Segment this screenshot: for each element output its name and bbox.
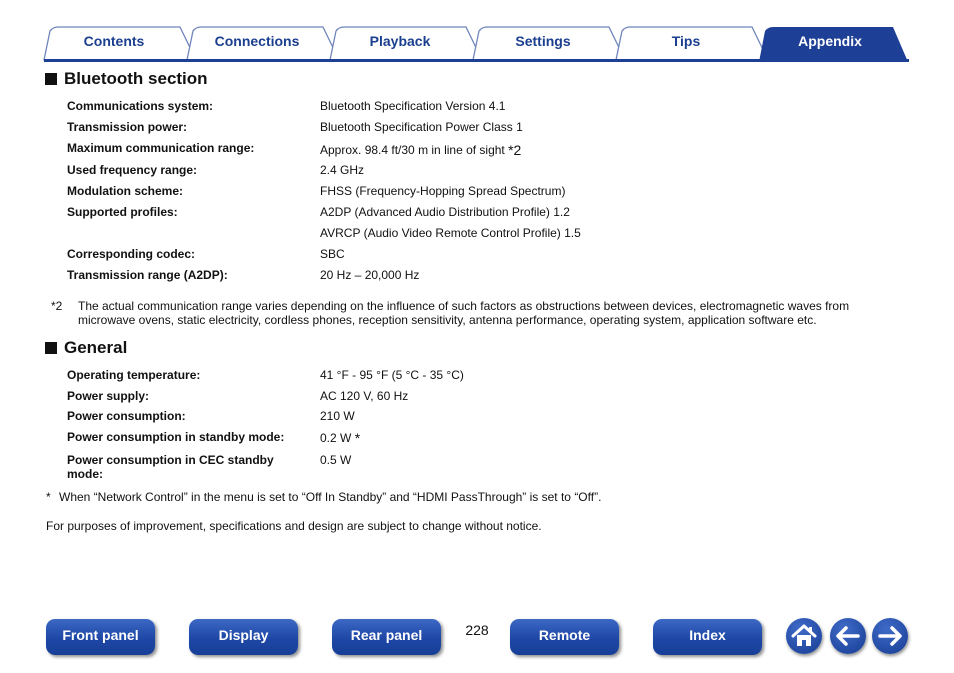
back-button[interactable]	[830, 618, 866, 654]
home-icon	[786, 618, 822, 654]
spec-value: 210 W	[320, 409, 355, 423]
spec-label: Power consumption in standby mode:	[67, 430, 285, 444]
spec-value: 20 Hz – 20,000 Hz	[320, 268, 420, 282]
spec-label: Maximum communication range:	[67, 141, 255, 155]
spec-label: Modulation scheme:	[67, 184, 184, 198]
spec-label: Transmission power:	[67, 120, 188, 134]
footnote-mark: *	[46, 490, 51, 504]
display-button[interactable]: Display	[189, 619, 298, 655]
footnote-mark: *2	[51, 299, 63, 313]
spec-label: Operating temperature:	[67, 368, 201, 382]
spec-label: Power consumption:	[67, 409, 186, 423]
bluetooth-heading-text: Bluetooth section	[64, 69, 208, 88]
disclaimer: For purposes of improvement, specifications and design are subject to change without notice.	[46, 519, 542, 533]
tab-bar	[0, 0, 954, 64]
footnote-reference: *2	[508, 142, 522, 158]
tab-playback[interactable]: Playback	[369, 33, 431, 49]
tab-contents[interactable]: Contents	[83, 33, 145, 49]
spec-value-with-mark	[320, 431, 360, 445]
tab-connections[interactable]: Connections	[214, 33, 300, 49]
spec-value-text: Approx. 98.4 ft/30 m in line of sight	[320, 143, 509, 157]
spec-label: Used frequency range:	[67, 163, 198, 177]
spec-value-text: 0.2 W	[320, 431, 355, 445]
spec-value: AC 120 V, 60 Hz	[320, 389, 409, 403]
tab-appendix[interactable]: Appendix	[798, 33, 862, 49]
spec-label: Power supply:	[67, 389, 150, 403]
spec-value: A2DP (Advanced Audio Distribution Profile) 1.2	[320, 205, 570, 219]
general-heading	[45, 338, 127, 358]
spec-value: Bluetooth Specification Power Class 1	[320, 120, 523, 134]
spec-value: FHSS (Frequency-Hopping Spread Spectrum)	[320, 184, 566, 198]
arrow-left-icon	[830, 618, 866, 654]
forward-button[interactable]	[872, 618, 908, 654]
tab-settings[interactable]: Settings	[515, 33, 571, 49]
footnote-reference: *	[354, 430, 361, 446]
square-bullet-icon	[45, 73, 57, 85]
spec-value: 0.5 W	[320, 453, 352, 467]
square-bullet-icon	[45, 342, 57, 354]
spec-label: Supported profiles:	[67, 205, 178, 219]
arrow-right-icon	[872, 618, 908, 654]
spec-label: Communications system:	[67, 99, 214, 113]
general-heading-text: General	[64, 338, 128, 357]
spec-value: SBC	[320, 247, 345, 261]
spec-value: 2.4 GHz	[320, 163, 365, 177]
footnote-text: The actual communication range varies depending on the influence of such factors as obstructions between devices, electromagnetic waves from	[78, 299, 850, 313]
footnote-text: microwave ovens, static electricity, cordless phones, reception sensitivity, antenna performance, operating system, application software etc.	[78, 313, 817, 327]
front-panel-button[interactable]: Front panel	[46, 619, 155, 655]
spec-label: Transmission range (A2DP):	[67, 268, 228, 282]
spec-value: AVRCP (Audio Video Remote Control Profile) 1.5	[320, 226, 581, 240]
spec-value-with-mark	[320, 143, 521, 157]
spec-value: 41 °F - 95 °F (5 °C - 35 °C)	[320, 368, 464, 382]
home-button[interactable]	[786, 618, 822, 654]
spec-label: Power consumption in CEC standby mode:	[67, 453, 274, 481]
index-button[interactable]: Index	[653, 619, 762, 655]
remote-button[interactable]: Remote	[510, 619, 619, 655]
bluetooth-heading	[45, 69, 208, 89]
tab-tips[interactable]: Tips	[671, 33, 701, 49]
spec-label: Corresponding codec:	[67, 247, 196, 261]
rear-panel-button[interactable]: Rear panel	[332, 619, 441, 655]
page-number: 228	[465, 622, 489, 638]
tab-bar-graphic	[0, 0, 954, 64]
footnote-text: When “Network Control” in the menu is set to “Off In Standby” and “HDMI PassThrough” is set to “Off”.	[59, 490, 602, 504]
tab-rule	[44, 59, 909, 62]
spec-value: Bluetooth Specification Version 4.1	[320, 99, 506, 113]
